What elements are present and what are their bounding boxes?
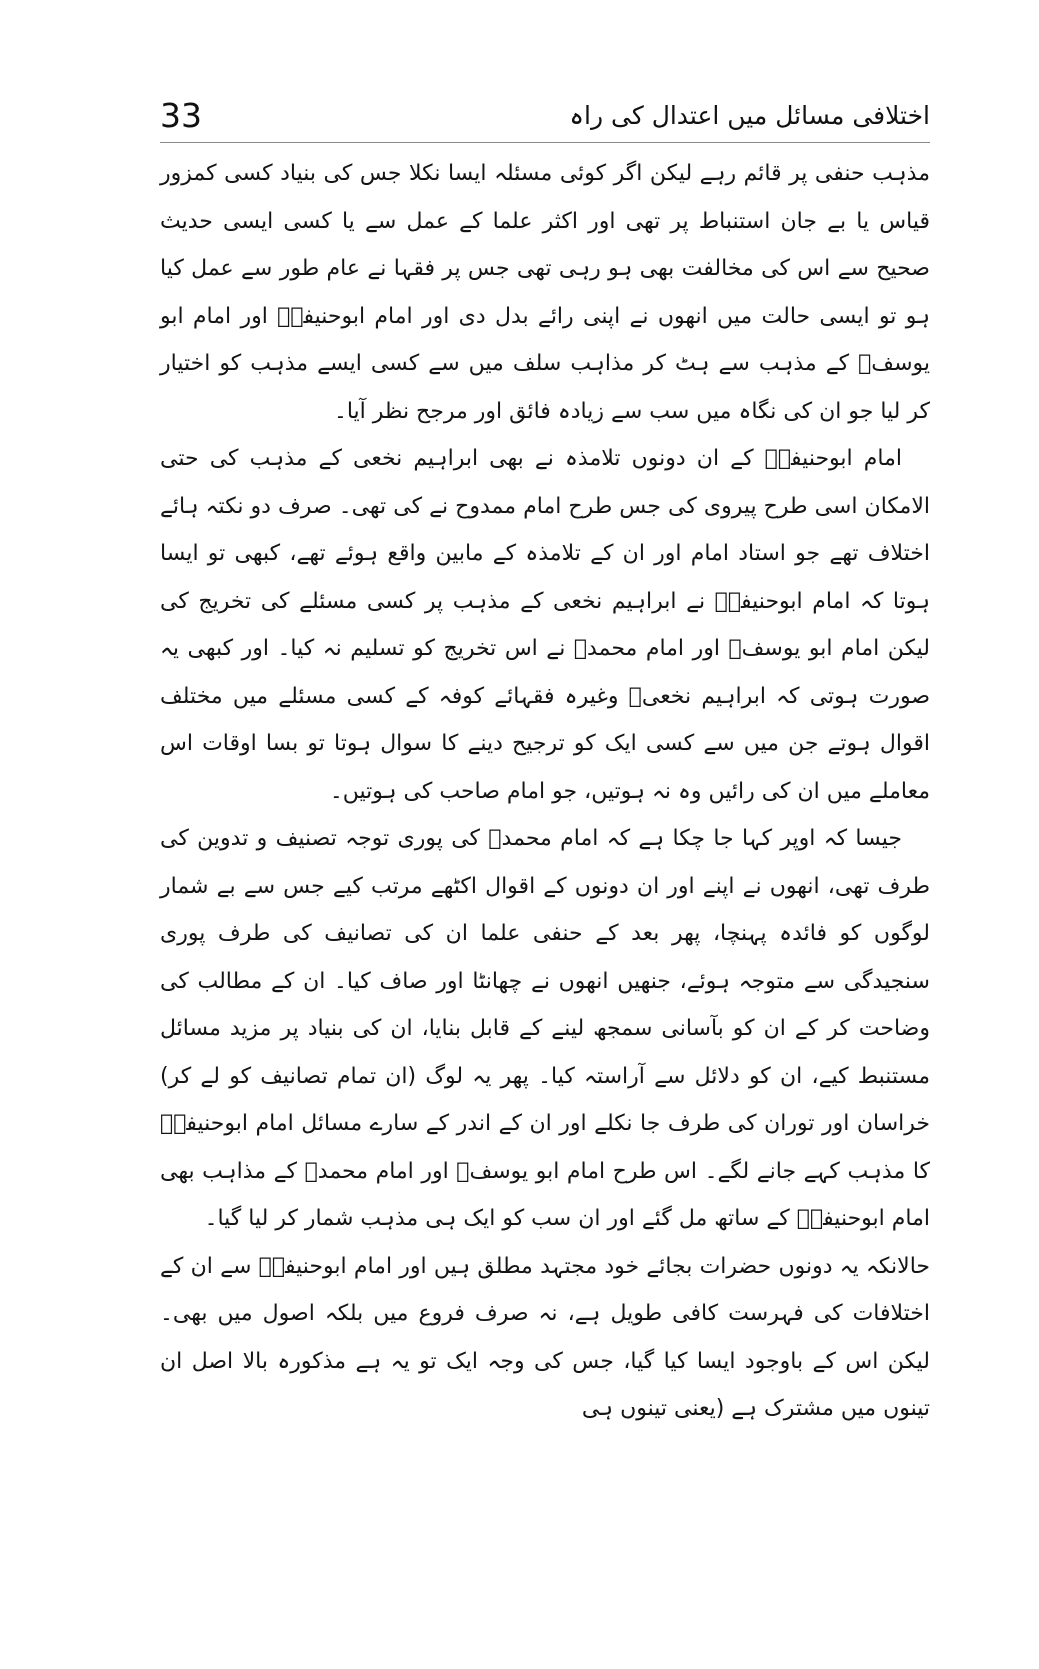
paragraph-1: مذہب حنفی پر قائم رہے لیکن اگر کوئی مسئلہ ایسا نکلا جس کی بنیاد کسی کمزور قیاس یا بے جان استنباط پر تھی اور اکثر علما کے عمل سے یا کسی ایسی حدیث صحیح سے اس کی مخالفت بھی ہو رہی تھی جس پر فقہا نے عام طور سے عمل کیا ہو تو ایسی حالت میں انھوں نے اپنی رائے بدل دی اور امام ابوحنیفہؒ اور امام ابو یوسفؒ کے مذہب سے ہٹ کر مذاہب سلف میں سے کسی ایسے مذہب کو اختیار کر لیا جو ان کی نگاہ میں سب سے زیادہ فائق اور مرجح نظر آیا۔ xyxy=(160,161,930,424)
paragraph-3: جیسا کہ اوپر کہا جا چکا ہے کہ امام محمدؒ کی پوری توجہ تصنیف و تدوین کی طرف تھی، انھوں نے اپنے اور ان دونوں کے اقوال اکٹھے مرتب کیے جس سے بے شمار لوگوں کو فائدہ پہنچا، پھر بعد کے حنفی علما ان کی تصانیف کی طرف پوری سنجیدگی سے متوجہ ہوئے، جنھیں انھوں نے چھانٹا اور صاف کیا۔ ان کے مطالب کی وضاحت کر کے ان کو بآسانی سمجھ لینے کے قابل بنایا، ان کی بنیاد پر مزید مسائل مستنبط کیے، ان کو دلائل سے آراستہ کیا۔ پھر یہ لوگ (ان تمام تصانیف کو لے کر) خراسان اور توران کی طرف جا نکلے اور ان کے اندر کے سارے مسائل امام ابوحنیفہؒ کا مذہب کہے جانے لگے۔ اس طرح امام ابو یوسفؒ اور امام محمدؒ کے مذاہب بھی امام ابوحنیفہؒ کے ساتھ مل گئے اور ان سب کو ایک ہی مذہب شمار کر لیا گیا۔ xyxy=(160,826,930,1231)
body-text xyxy=(160,150,930,1433)
running-title: اختلافی مسائل میں اعتدال کی راہ xyxy=(569,101,930,130)
paragraph-2: امام ابوحنیفہؒ کے ان دونوں تلامذہ نے بھی ابراہیم نخعی کے مذہب کی حتی الامکان اسی طرح پیروی کی جس طرح امام ممدوح نے کی تھی۔ صرف دو نکتہ ہائے اختلاف تھے جو استاد امام اور ان کے تلامذہ کے مابین واقع ہوئے تھے، کبھی تو ایسا ہوتا کہ امام ابوحنیفہؒ نے ابراہیم نخعی کے مذہب پر کسی مسئلے کی تخریج کی لیکن امام ابو یوسفؒ اور امام محمدؒ نے اس تخریج کو تسلیم نہ کیا۔ اور کبھی یہ صورت ہوتی کہ ابراہیم نخعیؒ وغیرہ فقہائے کوفہ کے کسی مسئلے میں مختلف اقوال ہوتے جن میں سے کسی ایک کو ترجیح دینے کا سوال ہوتا تو بسا اوقات اس معاملے میں ان کی رائیں وہ نہ ہوتیں، جو امام صاحب کی ہوتیں۔ xyxy=(160,446,930,804)
header-divider xyxy=(160,142,930,143)
page-number: 33 xyxy=(160,96,202,135)
page-header xyxy=(160,96,930,144)
paragraph-4: حالانکہ یہ دونوں حضرات بجائے خود مجتہد مطلق ہیں اور امام ابوحنیفہؒ سے ان کے اختلافات کی فہرست کافی طویل ہے، نہ صرف فروع میں بلکہ اصول میں بھی۔ لیکن اس کے باوجود ایسا کیا گیا، جس کی وجہ ایک تو یہ ہے مذکورہ بالا اصل ان تینوں میں مشترک ہے (یعنی تینوں ہی xyxy=(160,1253,930,1421)
